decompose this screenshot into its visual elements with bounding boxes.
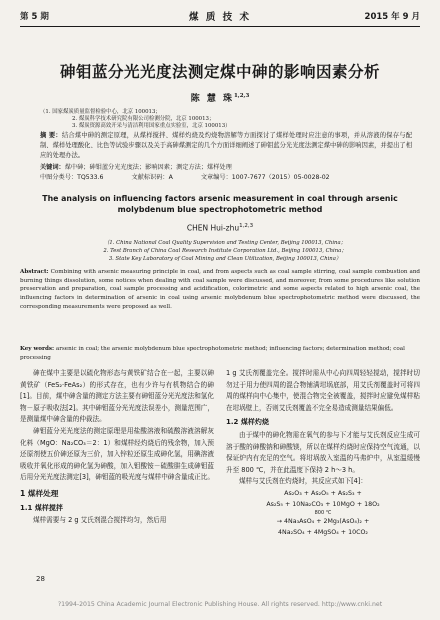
issue-date: 2015 年 9 月 <box>364 12 420 22</box>
affiliation-en-3: 3. State Key Laboratory of Coal Mining and Clean Utilization, Beijing 100013, China） <box>108 256 342 262</box>
footer-copyright: ?1994-2015 China Academic Journal Electronic Publishing House. All rights reserved. http://www.cnki.net <box>57 601 383 608</box>
abstract-cn-label: 摘 要： <box>40 132 62 139</box>
classification-line <box>40 172 412 181</box>
keywords-en <box>20 345 420 362</box>
equation-condition: 800 ℃ <box>314 509 332 516</box>
article-number: 文章编号：1007-7677（2015）05-0028-02 <box>200 174 330 181</box>
header-rule <box>20 26 420 27</box>
keywords-en-text: arsenic in coal; the arsenic molybdenum blue spectrophotometric method; influencing factors; determination method; coal processing <box>20 346 405 361</box>
issue-number: 第 5 期 <box>20 12 49 22</box>
keywords-cn <box>40 162 412 171</box>
affiliation-en-2: 2. Test Branch of China Coal Research Institute Corporation Ltd., Beijing 100013, China； <box>103 248 347 254</box>
affiliation-1: （1. 国家煤炭质量监督检验中心，北京 100013； <box>40 109 161 115</box>
section-1-2-text: 由于煤中的砷化物需在氧气的参与下才能与艾氏剂反应生成可溶于酸的砷酸钠和砷酸镁，所以在煤样灼烧时应保持空气流通，以保证炉内有充足的空气。将坩埚放入室温的马弗炉中，从室温缓慢升至 800 ℃，并在此温度下保持 2 h～3 h。 <box>226 430 420 474</box>
author <box>0 91 440 104</box>
author-en-name: CHEN Hui-zhu <box>186 223 240 233</box>
author-en-sup: 1,2,3 <box>239 223 254 229</box>
abstract-cn <box>40 131 412 162</box>
author-name: 陈 慧 珠 <box>190 94 234 104</box>
page-title: 砷钼蓝分光光度法测定煤中砷的影响因素分析 <box>59 63 380 81</box>
abstract-en <box>20 268 420 312</box>
section-1-heading: 1 煤样处理 <box>20 488 59 498</box>
equation-line-3: → 4Na₃AsO₄ + 2Mg₃(AsO₄)₂ + <box>276 517 370 525</box>
intro-paragraph-2: 砷钼蓝分光光度法的测定原理是用盐酸溶液和硫酸溶液溶解灰化料（MgO：Na₂CO₃＝2：1）和煤样经灼烧后的残余物，加入预还原剂使五价砷还原为三价，加入锌粒还原生成砷化氢，用碘溶液吸收并氧化形成的砷化氢为砷酸，加入钼酸铵－硫酸肼生成砷钼蓝后用分光光度法测定[3]，砷钼蓝的吸光度与煤样中砷含量成正比。 <box>20 426 214 482</box>
continued-paragraph: 1 g 艾氏剂覆盖完全。搅拌时需从中心向四周轻轻搅动，搅拌时切勿过于用力使四周的混合物铺满坩埚底部，用艾氏剂覆盖时可将四周的煤样向中心集中，使混合物完全被覆盖，搅拌时应避免煤样粘在坩埚壁上，否则艾氏剂覆盖不完全易造成测量结果偏低。 <box>226 369 420 412</box>
abstract-en-text: Combining with arsenic measuring principle in coal, and from aspects such as coal sample stirring, coal sample combustion and burning things dissolution, some notices when dealing with coal sample were discussed, and moreover, from some procedures like solution preservation and preparation, coal sample processing and acidification, colorimetric and some aspects related to high arsenic coal, the influencing factors in determination of arsenic in coal using arsenic molybdenum blue spectrophotometric method were discussed, the corresponding measurements were proposed as well. <box>20 269 420 310</box>
author-en <box>0 223 440 233</box>
section-1-2-heading: 1.2 煤样灼烧 <box>226 418 269 427</box>
equation-line-4: 4Na₂SO₄ + 4MgSO₄ + 10CO₂ <box>278 528 368 536</box>
abstract-en-label: Abstract: <box>20 269 49 275</box>
keywords-cn-label: 关键词： <box>40 164 65 171</box>
clc-number: 中图分类号：TQ533.6 <box>40 174 104 181</box>
affiliation-2: 2. 煤炭科学技术研究院有限公司检测分院，北京 100013； <box>72 116 215 122</box>
author-sup: 1,2,3 <box>233 93 250 99</box>
body-column-right <box>226 368 420 538</box>
body-column-left <box>20 368 214 527</box>
reaction-equation <box>226 488 420 538</box>
abstract-cn-text: 结合煤中砷的测定原理，从煤样搅拌、煤样灼烧及灼烧物溶解等方面探讨了煤样处理时应注意的事项，并从溶液的保存与配制、煤样处理酸化、比色等试验步骤以及关于高砷煤测定的几个方面详细阐述了砷钼蓝分光光度法测定煤中砷的影响因素，并提出了相应的处理办法。 <box>40 132 413 160</box>
title-en: The analysis on influencing factors arsenic measurement in coal through arsenic molybdenum blue spectrophotometric method <box>42 194 398 214</box>
journal-name: 煤 质 技 术 <box>189 12 251 23</box>
section-1-1-heading: 1.1 煤样搅拌 <box>20 503 63 512</box>
page-number: 28 <box>36 575 45 583</box>
equation-line-1: As₂O₃ + As₂O₅ + As₂S₃ + <box>284 489 362 497</box>
equation-line-2: As₂S₅ + 10Na₂CO₃ + 10MgO + 18O₂ <box>266 500 380 508</box>
section-1-1-text: 煤样需要与 2 g 艾氏剂混合搅拌均匀，然后用 <box>33 516 167 525</box>
doc-code: 文献标识码：A <box>131 174 173 181</box>
intro-paragraph-1: 砷在煤中主要是以硫化物形态与黄铁矿结合在一起，主要以砷黄铁矿（FeS₂·FeAs₂）的形式存在，也有少许与有机物结合的砷[1]。目前，煤中砷含量的测定方法主要有砷钼蓝分光光度法和氢化物－原子吸收法[2]。其中砷钼蓝分光光度法误差小，测量范围广，是测量煤中砷含量的仲裁法。 <box>20 369 214 424</box>
keywords-cn-text: 煤中砷；砷钼蓝分光光度法；影响因素；测定方法；煤样处理 <box>64 164 232 171</box>
keywords-en-label: Key words: <box>20 346 55 352</box>
affiliation-en-1: （1. China National Coal Quality Supervision and Testing Center, Beijing 100013, China； <box>104 240 346 246</box>
reaction-intro: 煤样与艾氏剂在灼烧时，其反应式如下[4]： <box>239 477 368 486</box>
affiliation-3: 3. 煤炭资源高效开采与清洁利用国家重点实验室，北京 100013） <box>72 123 231 129</box>
